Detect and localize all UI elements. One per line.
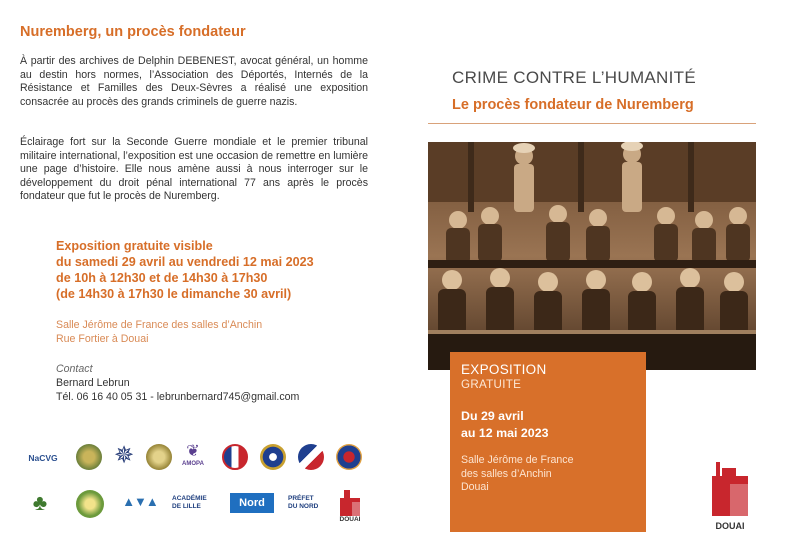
box-venue [461,454,635,495]
nuremberg-trial-photo [428,142,756,370]
page-title: Nuremberg, un procès fondateur [20,24,246,40]
emblem-logo-5 [298,444,324,470]
box-venue-line-1: Salle Jérôme de France [461,454,574,466]
venue-line-1: Salle Jérôme de France des salles d’Anchin [56,319,263,331]
box-date-end: au 12 mai 2023 [461,426,549,440]
green-emblem-logo [76,490,104,518]
prefet-nord-text: PRÉFET DU NORD [288,495,319,510]
academie-lille-text: ACADÉMIE DE LILLE [172,495,207,510]
exposition-line-3: de 10h à 12h30 et de 14h30 à 17h30 [56,271,268,285]
trial-photo-illustration [428,142,756,370]
tree-logo: ♣ [32,490,48,515]
contact-name: Bernard Lebrun [56,377,130,389]
douai-small-tower-icon [338,488,362,516]
dmt-logo: ▲▼▲ [122,494,158,509]
exposition-box [450,352,646,532]
intro-paragraph: À partir des archives de Delphin DEBENEST, avocat général, un homme au destin hors normes, l’Association des Déportés, Internés de la Résistance et Familles des Deux-Sèvres a réalisé une exposition consacrée au procès des grands criminels de guerre nazis. [20,55,368,108]
title-divider [428,123,756,124]
box-exposition-label: EXPOSITION [461,362,547,377]
box-date-start: Du 29 avril [461,409,524,423]
douai-small-logo [336,482,364,524]
academie-lille-logo [172,488,218,518]
douai-small-text: DOUAI [339,516,361,523]
amopa-symbol-icon: ❦ [186,443,200,460]
nacvg-logo [20,448,66,468]
nord-logo [230,493,274,513]
box-gratuite-label: GRATUITE [461,378,522,391]
context-paragraph: Éclairage fort sur la Seconde Guerre mondiale et le premier tribunal militaire international, l’exposition est une occasion de remettre en lumière une page d’histoire. Elle nous amène aussi à nous interroger sur le développement du droit pénal international 77 ans après le procès fondateur que fut le procès de Nuremberg. [20,136,368,203]
emblem-logo-6 [336,444,362,470]
cover-subtitle: Le procès fondateur de Nuremberg [452,97,694,113]
prefet-nord-logo [288,488,322,518]
douai-logo-text: DOUAI [715,521,745,531]
star-emblem-logo: ✵ [113,442,135,469]
nord-logo-text: Nord [239,497,265,509]
venue-line-2: Rue Fortier à Douai [56,333,149,345]
douai-tower-icon [708,458,752,518]
exposition-line-1: Exposition gratuite visible [56,239,213,253]
douai-logo [708,458,752,530]
exposition-line-2: du samedi 29 avril au vendredi 12 mai 2023 [56,255,314,269]
emblem-logo-1 [76,444,102,470]
emblem-logo-4 [260,444,286,470]
contact-label: Contact [56,363,93,375]
cover-title: CRIME CONTRE L’HUMANITÉ [452,68,696,87]
contact-phone-email[interactable]: Tél. 06 16 40 05 31 - lebrunbernard745@gmail.com [56,391,300,403]
box-venue-line-3: Douai [461,481,489,493]
box-venue-line-2: des salles d’Anchin [461,467,552,480]
exposition-info [56,238,314,302]
amopa-logo [178,440,208,472]
nacvg-logo-text: NaCVG [28,453,58,463]
emblem-logo-2 [146,444,172,470]
box-dates [461,408,635,442]
amopa-logo-text: AMOPA [182,461,204,467]
exposition-line-4: (de 14h30 à 17h30 le dimanche 30 avril) [56,287,292,301]
emblem-logo-3 [222,444,248,470]
venue-address [56,318,262,346]
